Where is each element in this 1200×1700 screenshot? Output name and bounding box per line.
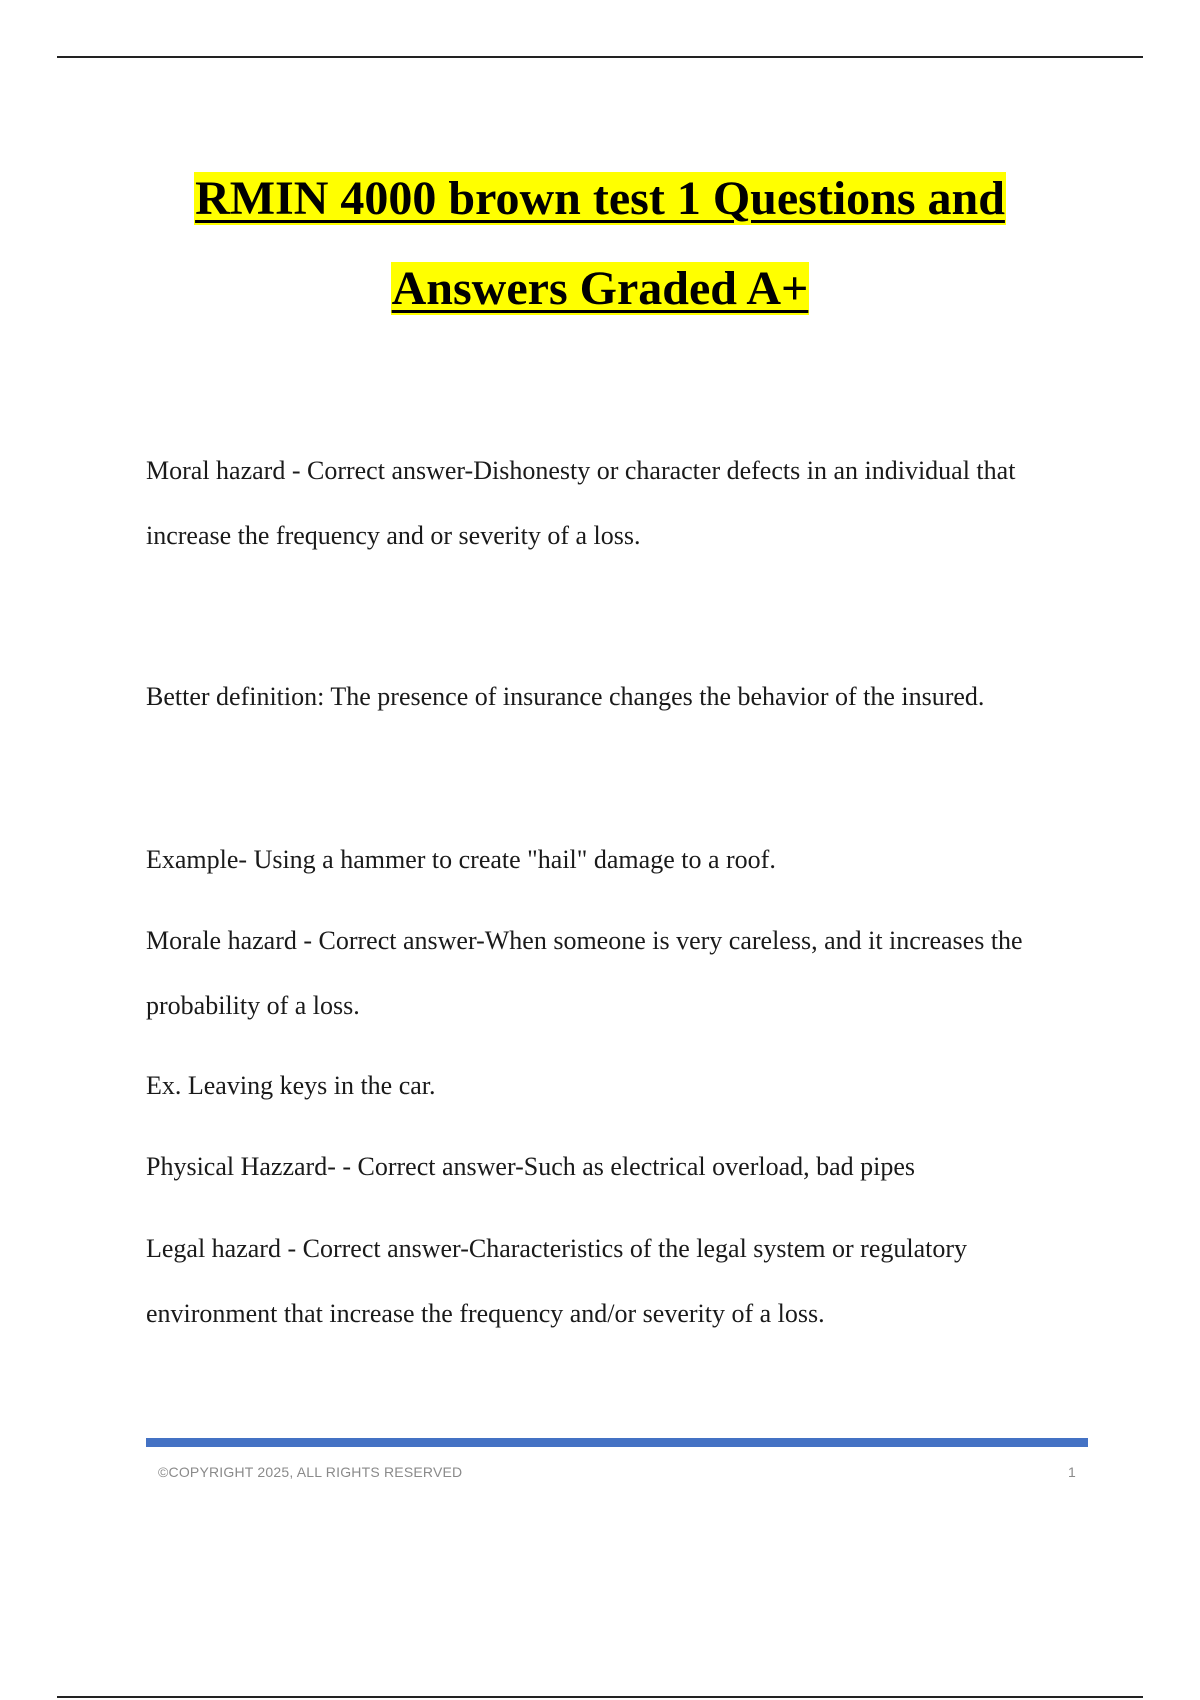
title-text-2: Answers Graded A+: [391, 262, 809, 315]
bottom-rule: [57, 1696, 1143, 1698]
paragraph-ex-keys: Ex. Leaving keys in the car.: [146, 1071, 436, 1100]
paragraph-moral-hazard: Moral hazard - Correct answer-Dishonesty or character defects in an individual that increase the frequency and or severity of a loss.: [146, 456, 1016, 550]
title-text-1: RMIN 4000 brown test 1 Questions and: [195, 172, 1005, 225]
paragraph-better-definition: Better definition: The presence of insurance changes the behavior of the insured.: [146, 682, 985, 711]
title-line-2: [0, 258, 1200, 320]
paragraph-morale-hazard: Morale hazard - Correct answer-When someone is very careless, and it increases the probability of a loss.: [146, 926, 1023, 1020]
footer-page-number: 1: [1068, 1464, 1076, 1480]
footer-bar: [146, 1438, 1088, 1447]
paragraph-physical-hazard: Physical Hazzard- - Correct answer-Such as electrical overload, bad pipes: [146, 1152, 916, 1181]
document-title: [0, 168, 1200, 320]
paragraph-legal-hazard: Legal hazard - Correct answer-Characteristics of the legal system or regulatory environment that increase the frequency and/or severity of a loss.: [146, 1234, 968, 1328]
footer-copyright: ©COPYRIGHT 2025, ALL RIGHTS RESERVED: [158, 1464, 463, 1480]
title-line-1: [0, 168, 1200, 230]
top-rule: [57, 56, 1143, 58]
paragraph-example: Example- Using a hammer to create "hail" damage to a roof.: [146, 845, 776, 874]
